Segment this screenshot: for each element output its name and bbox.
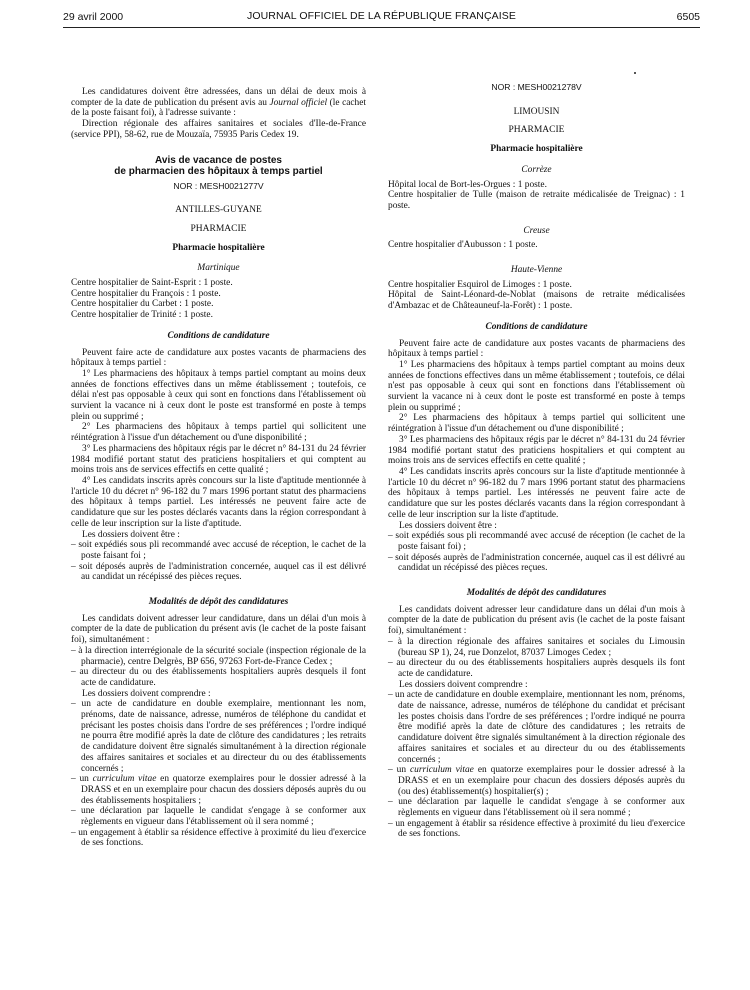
header-title: JOURNAL OFFICIEL DE LA RÉPUBLIQUE FRANÇAISE xyxy=(247,10,516,22)
list-item: – au directeur du ou des établissements hospitaliers auprès desquels ils font acte de candidature. xyxy=(388,658,685,679)
list-item: – un engagement à établir sa résidence effective à proximité du lieu d'exercice de ses fonctions. xyxy=(71,827,366,849)
intro-address: Direction régionale des affaires sanitaires et sociales d'Ile-de-France (service PPI), 58-62, rue de Mouzaïa, 75935 Paris Cedex 19. xyxy=(71,119,366,140)
left-column xyxy=(71,87,366,849)
modalites-heading: Modalités de dépôt des candidatures xyxy=(148,597,289,608)
list-item: – soit déposés auprès de l'administration concernée, auquel cas il est délivré au candidat un récépissé des pièces reçues. xyxy=(388,552,685,574)
list-item: – un engagement à établir sa résidence effective à proximité du lieu d'exercice de ses fonctions. xyxy=(388,818,685,840)
list-item: Centre hospitalier de Trinité : 1 poste. xyxy=(71,310,213,321)
list-item: – un acte de candidature en double exemplaire, mentionnant les nom, prénoms, date de naissance, adresse, numéros de téléphone du candidat et précisant les postes choisis dans l'ordre de ses préférences ; l'ordre indiqué ne pourra être modifié après la date de clôture des candidatures ; les retraits de candidature doivent être signalés simultanément à la direction régionale des affaires sanitaires et sociales et au directeur du ou des établissements concernés ; xyxy=(71,699,366,774)
department-heading: Creuse xyxy=(523,225,550,236)
list-item: Centre hospitalier du François : 1 poste. xyxy=(71,288,221,299)
specialty-heading: Pharmacie hospitalière xyxy=(490,144,583,155)
intro-paragraph: Les candidatures doivent être adressées, dans un délai de deux mois à compter de la date de publication du présent avis au Journal officiel (le cachet de la poste faisant foi), à l'adresse suivante : xyxy=(71,87,367,119)
header-page-number: 6505 xyxy=(676,11,700,23)
list-item: Centre hospitalier du Carbet : 1 poste. xyxy=(71,299,214,310)
header-rule xyxy=(63,27,700,28)
list-item: – une déclaration par laquelle le candidat s'engage à se conformer aux règlements en vigueur dans l'établissement où il sera nommé ; xyxy=(71,806,366,828)
list-item: – un acte de candidature en double exemplaire, mentionnant les nom, prénoms, date de naissance, adresse, numéros de téléphone du candidat et précisant les postes choisis dans l'ordre de ses préférences ; l'ordre indiqué ne pourra être modifié après la date de clôture des candidatures ; les retraits de candidature doivent être signalés simultanément à la direction régionale des affaires sanitaires et sociales et au directeur du ou des établissements concernés ; xyxy=(388,690,685,765)
posts-list xyxy=(71,278,366,321)
conditions-text: Peuvent faire acte de candidature aux postes vacants de pharmaciens des hôpitaux à temps partiel : 1° Les pharmaciens des hôpitaux à temps partiel comptant au moins deux années de fonctions effectives dans un même établissement ; toutefois, ce délai n'est pas opposable à ceux qui sont en fonctions dans l'établissement où survient la vacance ni à ceux dont le poste est transformé en poste à temps plein ou supprimé ; 2° Les pharmaciens des hôpitaux à temps partiel qui sollicitent une réintégration à l'issue d'un détachement ou d'une disponibilité ; 3° Les pharmaciens des hôpitaux régis par le décret n° 84-131 du 24 février 1984 modifié portant statut des praticiens hospitaliers et qui comptent au moins trois ans de services effectifs en cette qualité ; 4° Les candidats inscrits après concours sur la liste d'aptitude mentionnée à l'article 10 du décret n° 96-182 du 7 mars 1996 portant statut des pharmaciens des hôpitaux à temps partiel. Les intéressés ne peuvent faire acte de candidature que sur les postes déclarés vacants dans la région correspondant à celle de leur inscription sur la liste d'aptitude. Les dossiers doivent être : – soit expédiés sous pli recommandé avec accusé de réception, le cachet de la poste faisant foi ; – soit déposés auprès de l'administration concernée, auquel cas il est délivré au candidat un récépissé des pièces reçues. xyxy=(71,347,366,583)
modalites-text: Les candidats doivent adresser leur candidature, dans un délai d'un mois à compter de la date de publication du présent avis (le cachet de la poste faisant foi), simultanément : – à la direction interrégionale de la sécurité sociale (inspection régionale de la pharmacie), centre Delgrès, BP 656, 97263 Fort-de-France Cedex ; – au directeur du ou des établissements hospitaliers auprès desquels il font acte de candidature. Les dossiers doivent comprendre : – un acte de candidature en double exemplaire, mentionnant les nom, prénoms, date de naissance, adresse, numéros de téléphone du candidat et précisant les postes choisis dans l'ordre de ses préférences ; l'ordre indiqué ne pourra être modifié après la date de clôture des candidatures ; les retraits de candidature doivent être signalés simultanément à la direction régionale des affaires sanitaires et sociales et au directeur du ou des établissements concernés ; – un curriculum vitae en quatorze exemplaires pour le dossier adressé à la DRASS et en un exemplaire pour chacun des dossiers déposés auprès du ou des établissements hospitaliers ; – une déclaration par laquelle le candidat s'engage à se conformer aux règlements en vigueur dans l'établissement où il sera nommé ; – un engagement à établir sa résidence effective à proximité du lieu d'exercice de ses fonctions. xyxy=(71,613,366,849)
right-column xyxy=(388,82,685,840)
list-item: Centre hospitalier de Saint-Esprit : 1 poste. xyxy=(71,278,233,289)
posts-list xyxy=(388,180,685,212)
posts-list xyxy=(388,280,685,312)
list-item: – soit expédiés sous pli recommandé avec accusé de réception (le cachet de la poste faisant foi) ; xyxy=(388,531,685,552)
nor-reference: NOR : MESH0021277V xyxy=(173,180,264,191)
list-item: Hôpital local de Bort-les-Orgues : 1 poste. xyxy=(388,179,547,190)
discipline-heading: PHARMACIE xyxy=(190,223,247,234)
region-heading: ANTILLES-GUYANE xyxy=(175,205,262,216)
list-item: – à la direction interrégionale de la sécurité sociale (inspection régionale de la pharmacie), centre Delgrès, BP 656, 97263 Fort-de-France Cedex ; xyxy=(71,645,366,667)
modalites-heading: Modalités de dépôt des candidatures xyxy=(466,588,607,599)
page-header xyxy=(63,9,700,25)
specialty-heading: Pharmacie hospitalière xyxy=(172,242,265,253)
list-item: Centre hospitalier Esquirol de Limoges : 1 poste. xyxy=(388,279,572,290)
list-item: – soit déposés auprès de l'administration concernée, auquel cas il est délivré au candidat un récépissé des pièces reçues. xyxy=(71,561,366,583)
list-item: Hôpital de Saint-Léonard-de-Noblat (maisons de retraite médicalisées d'Ambazac et de Châteauneuf-la-Forêt) : 1 poste. xyxy=(388,290,685,312)
conditions-text: Peuvent faire acte de candidature aux postes vacants de pharmaciens des hôpitaux à temps partiel : 1° Les pharmaciens des hôpitaux à temps partiel comptant au moins deux années de fonctions effectives dans un même établissement ; toutefois, ce délai n'est pas opposable à ceux qui sont en fonctions dans l'établissement où survient la vacance ni à ceux dont le poste est transformé en poste à temps plein ou supprimé ; 2° Les pharmaciens des hôpitaux à temps partiel qui sollicitent une réintégration à l'issue d'un détachement ou d'une disponibilité ; 3° Les pharmaciens des hôpitaux régis par le décret n° 84-131 du 24 février 1984 modifié portant statut des praticiens hospitaliers et qui comptent au moins trois ans de services effectifs en cette qualité ; 4° Les candidats inscrits après concours sur la liste d'aptitude mentionnée à l'article 10 du décret n° 96-182 du 7 mars 1996 portant statut des pharmaciens des hôpitaux à temps partiel. Les intéressés ne peuvent faire acte de candidature que sur les postes déclarés vacants dans la région correspondant à celle de leur inscription sur la liste d'aptitude. Les dossiers doivent être : – soit expédiés sous pli recommandé avec accusé de réception (le cachet de la poste faisant foi) ; – soit déposés auprès de l'administration concernée, auquel cas il est délivré au candidat un récépissé des pièces reçues. xyxy=(388,338,685,574)
list-item: – un curriculum vitae en quatorze exemplaires pour le dossier adressé à la DRASS et en un exemplaire pour chacun des dossiers déposés auprès du (ou des) établissement(s) hospitalier(s) ; xyxy=(388,765,685,797)
header-date: 29 avril 2000 xyxy=(63,11,124,23)
department-heading: Corrèze xyxy=(521,164,552,175)
region-heading: LIMOUSIN xyxy=(513,106,560,117)
avis-title-line-2: de pharmacien des hôpitaux à temps partiel xyxy=(114,165,323,177)
nor-reference: NOR : MESH0021278V xyxy=(491,82,582,92)
list-item: Centre hospitalier d'Aubusson : 1 poste. xyxy=(388,240,538,251)
posts-list xyxy=(388,240,685,251)
department-heading: Martinique xyxy=(197,263,240,274)
list-item: Centre hospitalier de Tulle (maison de retraite médicalisée de Treignac) : 1 poste. xyxy=(388,190,685,211)
conditions-heading: Conditions de candidature xyxy=(167,330,270,341)
conditions-heading: Conditions de candidature xyxy=(485,321,588,332)
avis-title-line-1: Avis de vacance de postes xyxy=(155,154,282,166)
list-item: – au directeur du ou des établissements hospitaliers auprès desquels il font acte de candidature. xyxy=(71,667,366,688)
list-item: – une déclaration par laquelle le candidat s'engage à se conformer aux règlements en vigueur dans l'établissement où il sera nommé ; xyxy=(388,797,685,819)
speck-mark xyxy=(634,72,636,74)
department-heading: Haute-Vienne xyxy=(510,265,563,276)
modalites-text: Les candidats doivent adresser leur candidature dans un délai d'un mois à compter de la date de publication du présent avis (le cachet de la poste faisant foi), simultanément : – à la direction régionale des affaires sanitaires et sociales du Limousin (bureau SP 1), 24, rue Donzelot, 87037 Limoges Cedex ; – au directeur du ou des établissements hospitaliers auprès desquels ils font acte de candidature. Les dossiers doivent comprendre : – un acte de candidature en double exemplaire, mentionnant les nom, prénoms, date de naissance, adresse, numéros de téléphone du candidat et précisant les postes choisis dans l'ordre de ses préférences ; l'ordre indiqué ne pourra être modifié après la date de clôture des candidatures ; les retraits de candidature doivent être signalés simultanément à la direction régionale des affaires sanitaires et sociales et au directeur du ou des établissements concernés ; – un curriculum vitae en quatorze exemplaires pour le dossier adressé à la DRASS et en un exemplaire pour chacun des dossiers déposés auprès du (ou des) établissement(s) hospitalier(s) ; – une déclaration par laquelle le candidat s'engage à se conformer aux règlements en vigueur dans l'établissement où il sera nommé ; – un engagement à établir sa résidence effective à proximité du lieu d'exercice de ses fonctions. xyxy=(388,604,685,840)
list-item: – un curriculum vitae en quatorze exemplaires pour le dossier adressé à la DRASS et en un exemplaire pour chacun des dossiers déposés auprès du ou des établissements hospitaliers ; xyxy=(71,774,366,806)
discipline-heading: PHARMACIE xyxy=(508,125,565,136)
list-item: – à la direction régionale des affaires sanitaires et sociales du Limousin (bureau SP 1), 24, rue Donzelot, 87037 Limoges Cedex ; xyxy=(388,636,685,658)
list-item: – soit expédiés sous pli recommandé avec accusé de réception, le cachet de la poste faisant foi ; xyxy=(71,540,366,561)
